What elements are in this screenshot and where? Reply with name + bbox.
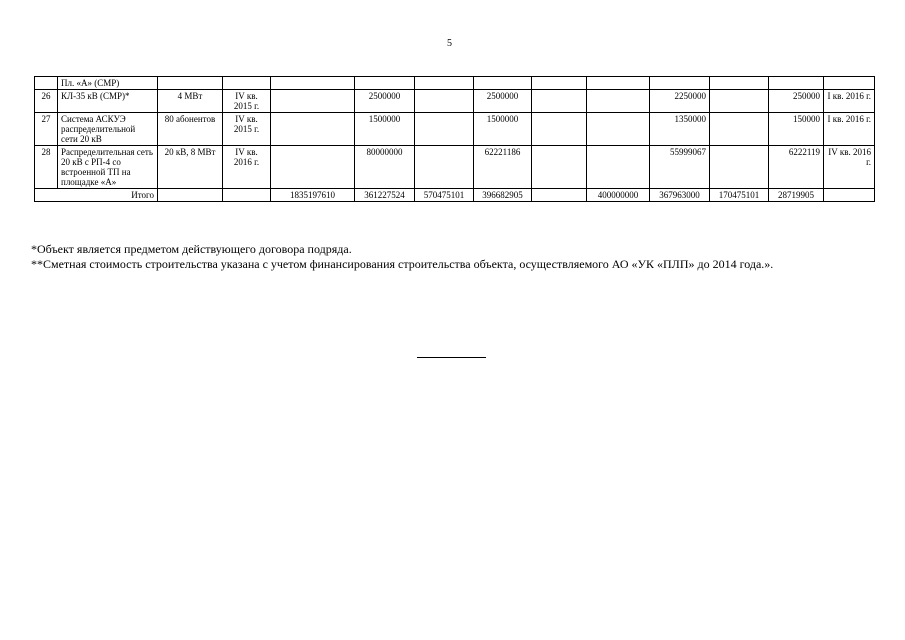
cell-capacity: 4 МВт bbox=[158, 90, 223, 113]
total-v2: 361227524 bbox=[355, 189, 415, 202]
cell-name: Распределительная сеть 20 кВ с РП-4 со встроенной ТП на площадке «А» bbox=[58, 146, 158, 189]
cell-v2: 1500000 bbox=[355, 113, 415, 146]
cell-v9: 6222119 bbox=[769, 146, 824, 189]
cell-v8 bbox=[710, 146, 769, 189]
table-row bbox=[35, 90, 875, 113]
total-v7: 367963000 bbox=[650, 189, 710, 202]
cell-v6 bbox=[587, 90, 650, 113]
total-v3: 570475101 bbox=[415, 189, 474, 202]
cell-start: IV кв. 2016 г. bbox=[223, 146, 271, 189]
cell-v5 bbox=[532, 146, 587, 189]
cell-v5 bbox=[532, 113, 587, 146]
cell-start: IV кв. 2015 г. bbox=[223, 90, 271, 113]
footnote-2: **Сметная стоимость строительства указана с учетом финансирования строительства объекта, осуществляемого АО «УК «ПЛП» до 2014 года.». bbox=[31, 257, 774, 271]
cell-name: Система АСКУЭ распределительной сети 20 кВ bbox=[58, 113, 158, 146]
cell-v5 bbox=[532, 90, 587, 113]
footnotes bbox=[31, 242, 881, 272]
cell-capacity: 20 кВ, 8 МВт bbox=[158, 146, 223, 189]
total-v8: 170475101 bbox=[710, 189, 769, 202]
cell-v8 bbox=[710, 90, 769, 113]
cell-v7: 55999067 bbox=[650, 146, 710, 189]
cell-v9: 150000 bbox=[769, 113, 824, 146]
total-v5 bbox=[532, 189, 587, 202]
total-row bbox=[35, 189, 875, 202]
cell-v8 bbox=[710, 113, 769, 146]
cell-v9: 250000 bbox=[769, 90, 824, 113]
cell-end: I кв. 2016 г. bbox=[824, 90, 875, 113]
cell-v4: 1500000 bbox=[474, 113, 532, 146]
cell-capacity: 80 абонентов bbox=[158, 113, 223, 146]
cell-v6 bbox=[587, 146, 650, 189]
cell-v1 bbox=[271, 113, 355, 146]
cell-v7: 2250000 bbox=[650, 90, 710, 113]
cell-v1 bbox=[271, 90, 355, 113]
cell-v2: 80000000 bbox=[355, 146, 415, 189]
end-divider bbox=[417, 357, 486, 358]
investment-table bbox=[34, 76, 875, 202]
cell-num: 26 bbox=[35, 90, 58, 113]
cell-v4: 2500000 bbox=[474, 90, 532, 113]
total-v6: 400000000 bbox=[587, 189, 650, 202]
cell-v3 bbox=[415, 146, 474, 189]
cell-name: КЛ-35 кВ (СМР)* bbox=[58, 90, 158, 113]
cell-v6 bbox=[587, 113, 650, 146]
total-v1: 1835197610 bbox=[271, 189, 355, 202]
cell-num: 27 bbox=[35, 113, 58, 146]
cell-v1 bbox=[271, 146, 355, 189]
table-row bbox=[35, 146, 875, 189]
cell-num: 28 bbox=[35, 146, 58, 189]
cell-end: I кв. 2016 г. bbox=[824, 113, 875, 146]
cell-v3 bbox=[415, 90, 474, 113]
cell-v2: 2500000 bbox=[355, 90, 415, 113]
cell-v4: 62221186 bbox=[474, 146, 532, 189]
page-number: 5 bbox=[447, 38, 452, 49]
cell-name: Пл. «А» (СМР) bbox=[58, 77, 158, 90]
table-row bbox=[35, 113, 875, 146]
cell-end: IV кв. 2016 г. bbox=[824, 146, 875, 189]
cell-v7: 1350000 bbox=[650, 113, 710, 146]
carry-row bbox=[35, 77, 875, 90]
total-v9: 28719905 bbox=[769, 189, 824, 202]
cell-v3 bbox=[415, 113, 474, 146]
footnote-1: *Объект является предметом действующего договора подряда. bbox=[31, 242, 352, 256]
total-label: Итого bbox=[35, 189, 158, 202]
cell-start: IV кв. 2015 г. bbox=[223, 113, 271, 146]
total-v4: 396682905 bbox=[474, 189, 532, 202]
